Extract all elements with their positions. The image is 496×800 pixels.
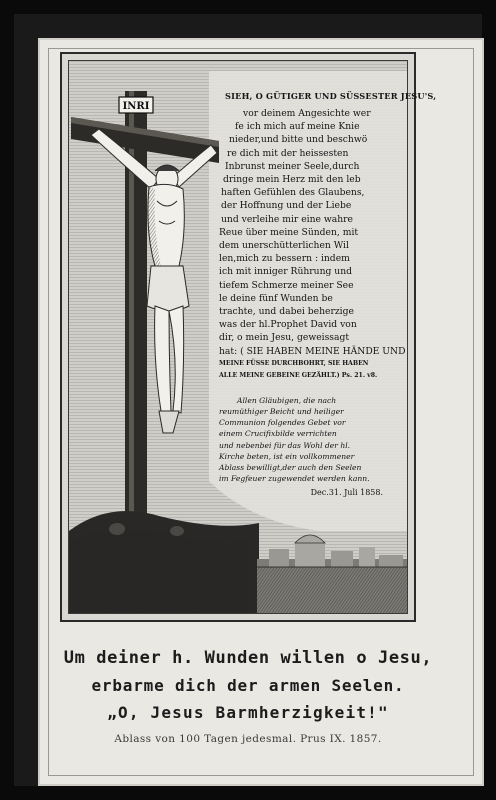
prayer-line: Reue über meine Sünden, mit [219,226,359,238]
note-line: Allen Gläubigen, die nach [237,395,337,405]
psalm-verse-line: ALLE MEINE GEBEINE GEZÄHLT.) Ps. 21. v8. [219,372,378,380]
prayer-line: ich mit inniger Rührung und [219,266,353,278]
note-line: Kirche beten, ist ein vollkommener [219,451,355,461]
prayer-line: haften Gefühlen des Glaubens, [221,187,365,199]
prayer-line: fe ich mich auf meine Knie [235,121,360,133]
note-line: einem Crucifixbilde verrichten [219,429,337,439]
note-line: reumüthiger Beicht und heiliger [219,407,344,417]
caption-line-2: erbarme dich der armen Seelen. [91,676,405,695]
prayer-line: und verleihe mir eine wahre [221,213,353,225]
inri-text: INRI [122,101,150,112]
indulgence-note [219,395,409,485]
prayer-line: dir, o mein Jesu, geweissagt [219,332,350,344]
prayer-text-column [219,91,437,498]
stone [109,523,125,535]
skull [170,526,184,536]
prayer-line: was der hl.Prophet David von [219,319,357,331]
note-line: Ablass bewilligt,der auch den Seelen [219,463,362,473]
prayer-line: len,mich zu bessern : indem [219,253,350,265]
note-line: im Fegfeuer zugewendet werden kann. [219,474,370,484]
note-line: und nebenbei für das Wohl der hl. [219,440,351,450]
prayer-heading: SIEH, O GÜTIGER UND SÜSSESTER JESU'S, [225,91,437,101]
decree-date: Dec.31. Juli 1858. [310,488,383,498]
prayer-line: hat: ( SIE HABEN MEINE HÄNDE UND [219,345,406,357]
prayer-line: vor deinem Angesichte wer [243,108,371,119]
note-line: Communion folgendes Gebet vor [219,418,346,428]
prayer-line: der Hoffnung und der Liebe [221,200,352,212]
prayer-line: trachte, und dabei beherzige [219,306,354,318]
engraving-frame [68,60,437,614]
caption-line-3: „O, Jesus Barmherzigkeit!" [107,703,389,722]
psalm-verse-line: MEINE FÜSSE DURCHBOHRT, SIE HABEN [219,359,369,367]
prayer-line: dringe mein Herz mit den leb [223,174,361,186]
indulgence-footer: Ablass von 100 Tagen jedesmal. Prus IX. 1857. [114,733,382,745]
engraving-plate [60,52,437,622]
prayer-line: re dich mit der heissesten [227,147,349,159]
prayer-line: nieder,und bitte und beschwö [229,134,368,146]
prayer-line: le deine fünf Wunden be [219,292,333,304]
prayer-line: tiefem Schmerze meiner See [219,279,354,291]
caption-line-1: Um deiner h. Wunden willen o Jesu, [63,648,433,668]
prayer-line: dem unerschütterlichen Wil [219,240,349,252]
prayer-line: Inbrunst meiner Seele,durch [225,160,360,172]
